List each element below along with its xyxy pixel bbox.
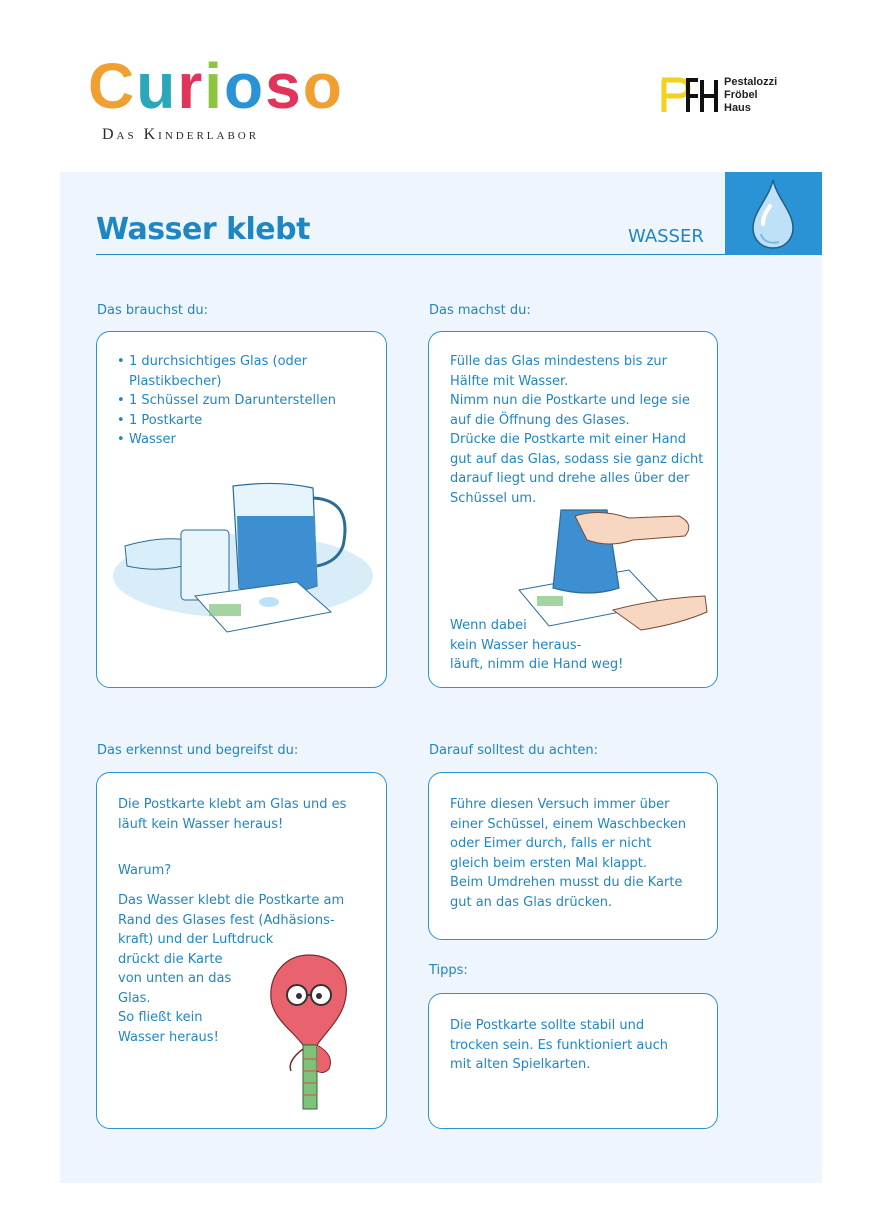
logo-wordmark bbox=[88, 46, 344, 126]
tips-text bbox=[450, 1016, 712, 1075]
title-divider bbox=[96, 254, 725, 255]
mascot-illustration bbox=[259, 949, 359, 1119]
logo-letter: u bbox=[136, 50, 178, 122]
text-line: trocken sein. Es funktioniert auch bbox=[450, 1037, 668, 1053]
list-item: • 1 Schüssel zum Darunterstellen bbox=[117, 391, 372, 411]
text-line: Führe diesen Versuch immer über bbox=[450, 797, 670, 812]
text-line: Wasser heraus! bbox=[118, 1029, 219, 1045]
steps-footer bbox=[450, 616, 708, 675]
learn-question: Warum? bbox=[118, 863, 172, 878]
category-badge bbox=[725, 172, 822, 255]
text-line: kraft) und der Luftdruck bbox=[118, 932, 274, 947]
logo-subtitle: Das Kinderlabor bbox=[102, 126, 260, 143]
list-item: • 1 Postkarte bbox=[117, 411, 372, 431]
text-line: gleich beim ersten Mal klappt. bbox=[450, 855, 647, 871]
text-line: Die Postkarte klebt am Glas und es bbox=[118, 797, 347, 812]
text-line: drückt die Karte bbox=[118, 951, 223, 967]
step-paragraph: Fülle das Glas mindestens bis zur Hälfte mit Wasser. bbox=[450, 354, 667, 389]
text-line: gut an das Glas drücken. bbox=[450, 894, 613, 910]
learn-card bbox=[96, 772, 387, 1129]
category-label: WASSER bbox=[628, 226, 704, 247]
logo-letter: s bbox=[265, 50, 303, 122]
tips-card bbox=[428, 993, 718, 1129]
steps-text bbox=[450, 352, 708, 508]
curioso-logo bbox=[88, 46, 344, 151]
list-item: • Wasser bbox=[117, 430, 372, 450]
learn-intro bbox=[118, 795, 380, 834]
steps-heading: Das machst du: bbox=[429, 303, 531, 318]
text-line: Glas. bbox=[118, 990, 151, 1006]
caution-text bbox=[450, 795, 712, 912]
page-title: Wasser klebt bbox=[96, 212, 310, 247]
pfh-mark-icon bbox=[658, 74, 720, 118]
text-line: Rand des Glases fest (Adhäsions- bbox=[118, 912, 335, 928]
materials-card bbox=[96, 331, 387, 688]
logo-letter: o bbox=[224, 50, 266, 122]
logo-letter: C bbox=[88, 50, 137, 122]
text-line: Das Wasser klebt die Postkarte am bbox=[118, 893, 345, 908]
caution-heading: Darauf solltest du achten: bbox=[429, 743, 598, 758]
partner-line: Pestalozzi bbox=[724, 76, 778, 88]
caution-card bbox=[428, 772, 718, 940]
tips-heading: Tipps: bbox=[429, 963, 468, 978]
materials-list bbox=[117, 352, 372, 450]
text-line: So fließt kein bbox=[118, 1010, 203, 1025]
text-line: oder Eimer durch, falls er nicht bbox=[450, 836, 652, 851]
list-item: • 1 durchsichtiges Glas (oder Plastikbecher) bbox=[117, 352, 372, 391]
steps-card bbox=[428, 331, 718, 688]
partner-line: Fröbel bbox=[724, 89, 758, 101]
step-paragraph: Nimm nun die Postkarte und lege sie auf die Öffnung des Glases. bbox=[450, 393, 690, 428]
footer-line: läuft, nimm die Hand weg! bbox=[450, 657, 624, 672]
logo-letter: o bbox=[302, 50, 344, 122]
logo-letter: r bbox=[177, 50, 205, 122]
footer-line: kein Wasser heraus- bbox=[450, 637, 582, 653]
footer-line: Wenn dabei bbox=[450, 618, 527, 633]
logo-letter: i bbox=[204, 50, 224, 122]
text-line: läuft kein Wasser heraus! bbox=[118, 816, 284, 832]
partner-line: Haus bbox=[724, 102, 751, 114]
step-paragraph: Drücke die Postkarte mit einer Hand gut auf das Glas, sodass sie ganz dicht darauf liegt und drehe alles über der Schüssel um. bbox=[450, 432, 704, 506]
materials-heading: Das brauchst du: bbox=[97, 303, 208, 318]
text-line: mit alten Spielkarten. bbox=[450, 1057, 591, 1072]
partner-name bbox=[724, 76, 777, 115]
water-drop-icon bbox=[725, 172, 822, 255]
materials-illustration bbox=[107, 476, 379, 648]
text-line: Die Postkarte sollte stabil und bbox=[450, 1018, 645, 1033]
text-line: Beim Umdrehen musst du die Karte bbox=[450, 875, 683, 890]
text-line: von unten an das bbox=[118, 971, 232, 986]
pestalozzi-froebel-haus-logo bbox=[658, 74, 798, 118]
text-line: einer Schüssel, einem Waschbecken bbox=[450, 816, 687, 832]
learn-heading: Das erkennst und begreifst du: bbox=[97, 743, 299, 758]
